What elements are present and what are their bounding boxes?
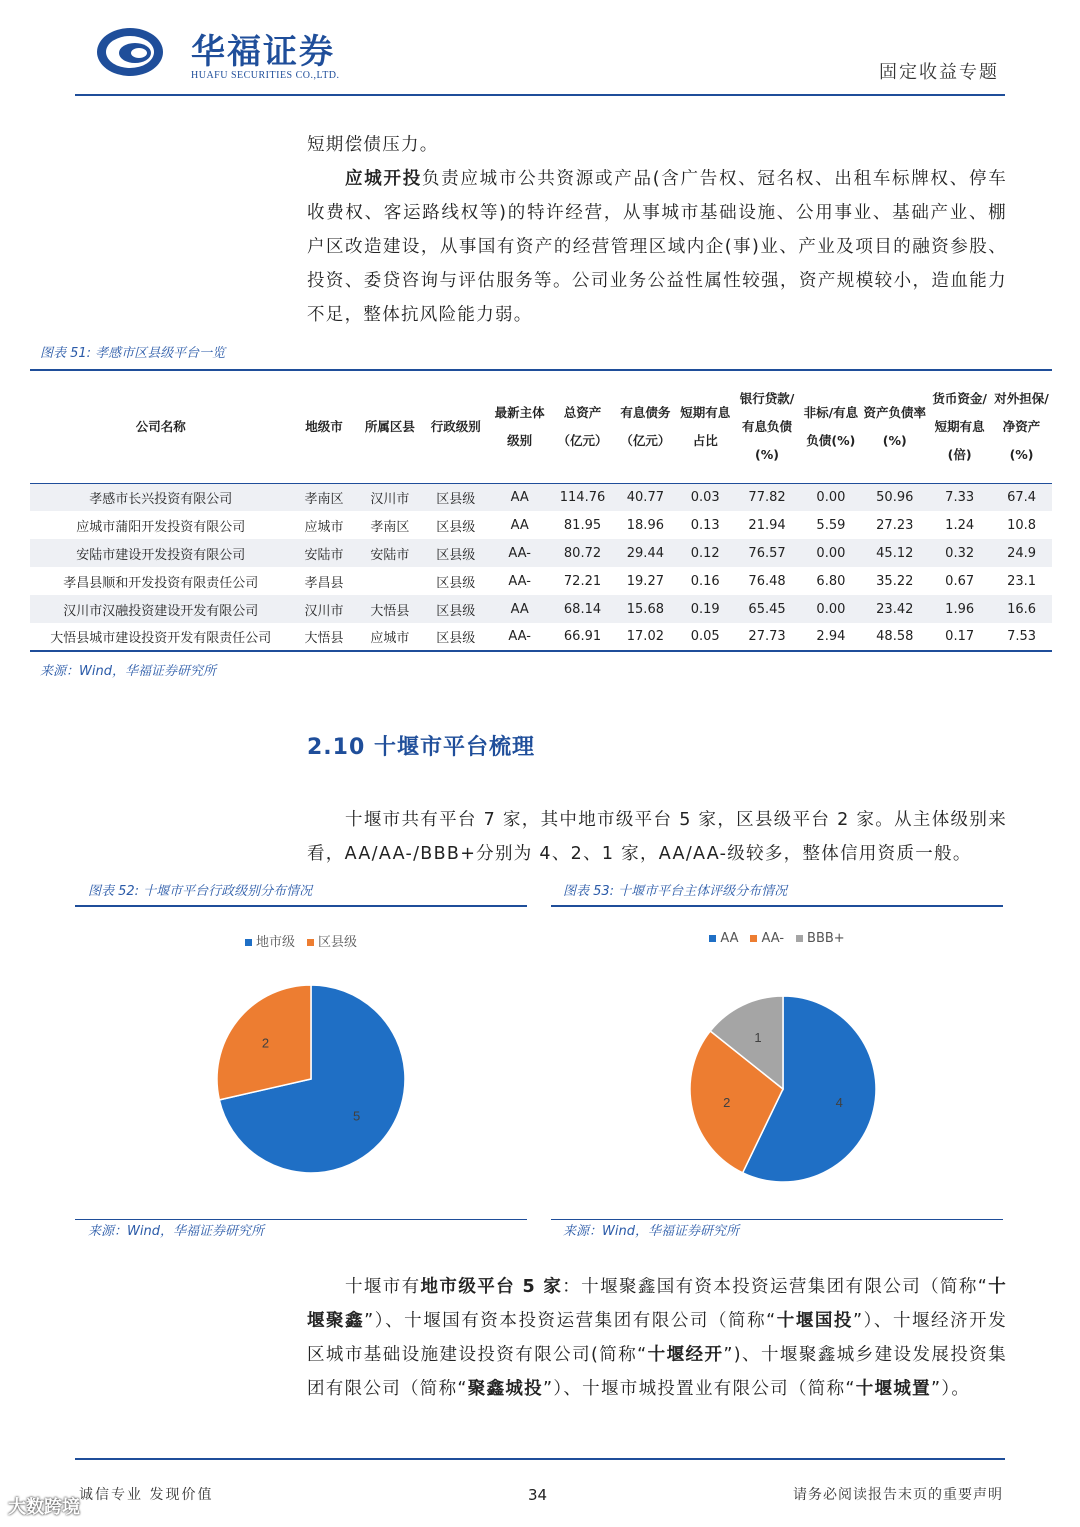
legend-swatch [750, 935, 757, 942]
chart-53-legend [551, 931, 1003, 946]
table-cell: 7.33 [928, 483, 991, 511]
body-text: 十堰市有 [345, 1277, 421, 1297]
legend-label: 区县级 [318, 935, 358, 950]
body-text: ”）、十堰经济开发区城市基础设施建设投资有限公司(简称“ [307, 1311, 1008, 1365]
chart-52 [75, 905, 527, 1220]
table-cell: 7.53 [1007, 629, 1037, 644]
table-cell: 1.96 [928, 595, 991, 623]
table-cell: 区县级 [423, 595, 488, 623]
table-cell: 汉川市汉融投资建设开发有限公司 [30, 595, 292, 623]
table-cell: AA- [488, 539, 551, 567]
table-cell: 67.4 [991, 483, 1052, 511]
table-cell [356, 567, 423, 595]
chart-53-title: 图表 53: 十堰市平台主体评级分布情况 [563, 884, 788, 899]
table-cell: 应城市 [304, 519, 344, 535]
column-header: 非标/有息负债(%) [800, 370, 861, 483]
table-cell: 45.12 [861, 539, 928, 567]
table-cell: 0.03 [677, 483, 734, 511]
table-cell: 6.80 [816, 573, 846, 589]
table-cell: 0.16 [690, 573, 720, 589]
table-cell: 27.23 [876, 517, 914, 533]
table-row [30, 539, 1052, 567]
table-cell: 区县级 [436, 575, 476, 591]
column-header: 对外担保/净资产(%) [991, 370, 1052, 483]
emphasis-text: 聚鑫城投 [467, 1379, 543, 1399]
legend-swatch [796, 935, 803, 942]
chart-52-pie [75, 967, 527, 1207]
column-header: 总资产（亿元） [551, 370, 614, 483]
legend-label: 地市级 [255, 935, 295, 950]
legend-swatch [709, 935, 716, 942]
table-cell: 应城市 [370, 631, 410, 646]
table-cell: 0.05 [690, 629, 720, 644]
table-cell: 2.94 [816, 629, 846, 644]
logo-text-en: HUAFU SECURITIES CO.,LTD. [191, 70, 340, 81]
paragraph-body: 负责应城市公共资源或产品(含广告权、冠名权、出租车标牌权、停车收费权、客运路线权等)的特许经营，从事城市基础设施、公用事业、基础产业、棚户区改造建设，从事国有资产的经营管理区域内企(事)业、产业及项目的融资参股、投资、委贷咨询与评估服务等。公司业务公益性属性较强，资产规模较小，造血能力不足，整体抗风险能力弱。 [307, 169, 1008, 325]
table-cell: 50.96 [861, 483, 928, 511]
table-cell: 区县级 [436, 519, 476, 535]
pie-data-label: 2 [261, 1035, 270, 1051]
table-source: 来源：Wind，华福证券研究所 [40, 664, 216, 679]
table-cell: 72.21 [563, 573, 602, 589]
table-cell: 安陆市建设开发投资有限公司 [30, 539, 292, 567]
table-cell: 大悟县城市建设投资开发有限责任公司 [50, 631, 272, 646]
company-short-name: 应城开投 [345, 169, 422, 189]
table-cell: 23.42 [861, 595, 928, 623]
body-text: ”）、十堰国有资本投资运营集团有限公司（简称“ [364, 1311, 777, 1331]
column-header: 货币资金/短期有息(倍) [928, 370, 991, 483]
table-cell: 5.59 [816, 517, 846, 533]
table-title: 图表 51: 孝感市区县级平台一览 [40, 346, 226, 361]
chart-53 [551, 905, 1003, 1220]
table-cell: 77.82 [734, 483, 801, 511]
report-category: 固定收益专题 [879, 62, 999, 83]
pie-data-label: 1 [754, 1030, 762, 1046]
body-text: ”）。 [930, 1379, 971, 1399]
table-cell: 0.00 [800, 539, 861, 567]
legend-item [750, 931, 784, 946]
table-cell: 81.95 [563, 517, 602, 533]
legend-swatch [245, 939, 252, 946]
table-cell: 65.45 [734, 595, 801, 623]
emphasis-text: 十堰国投 [776, 1311, 853, 1331]
chart-52-source: 来源：Wind，华福证券研究所 [88, 1224, 264, 1239]
table-cell: 35.22 [876, 573, 914, 589]
legend-swatch [307, 939, 314, 946]
legend-label: AA- [761, 931, 785, 946]
table-cell: AA- [508, 629, 531, 644]
chart-52-legend [75, 931, 527, 950]
table-cell: 19.27 [626, 573, 664, 589]
column-header: 银行贷款/有息负债(%) [734, 370, 801, 483]
table-cell: 76.57 [734, 539, 801, 567]
page-footer [75, 1458, 1005, 1508]
pie-data-label: 5 [352, 1108, 361, 1124]
column-header: 最新主体级别 [488, 370, 551, 483]
table-cell: 114.76 [551, 483, 614, 511]
table-row [30, 511, 1052, 539]
pie-data-label: 2 [723, 1094, 731, 1110]
section-title: 2.10 十堰市平台梳理 [307, 735, 535, 760]
platform-table [30, 369, 1052, 652]
table-cell: 0.13 [690, 517, 720, 533]
table-cell: 0.00 [800, 595, 861, 623]
table-cell: 区县级 [423, 483, 488, 511]
emphasis-text: 十堰聚鑫 [307, 1277, 1008, 1331]
emphasis-text: 十堰城置 [855, 1379, 931, 1399]
table-row [30, 567, 1052, 595]
column-header: 行政级别 [423, 370, 488, 483]
table-cell: 孝昌县 [304, 575, 344, 591]
table-cell: 27.73 [748, 629, 786, 644]
page-header [75, 20, 1005, 96]
legend-item [307, 931, 357, 950]
table-cell: 应城市蒲阳开发投资有限公司 [76, 519, 246, 535]
table-cell: 17.02 [626, 629, 664, 644]
paragraph-city-platforms [307, 1270, 1007, 1406]
table-cell: 0.32 [928, 539, 991, 567]
table-cell: 16.6 [991, 595, 1052, 623]
table-cell: 大悟县 [356, 595, 423, 623]
footer-slogan: 诚信专业 发现价值 [79, 1487, 214, 1503]
huafu-logo-icon [95, 26, 165, 78]
table-cell: 汉川市 [292, 595, 357, 623]
table-cell: 24.9 [991, 539, 1052, 567]
table-cell: 76.48 [748, 573, 786, 589]
table-cell: 15.68 [614, 595, 677, 623]
table-cell: 80.72 [551, 539, 614, 567]
table-cell: AA [510, 517, 529, 533]
logo-text-cn: 华福证券 [191, 32, 335, 72]
table-cell: AA [488, 483, 551, 511]
watermark: 大数跨境 [8, 1497, 80, 1518]
table-cell: 29.44 [614, 539, 677, 567]
legend-label: AA [720, 931, 739, 946]
table-row [30, 623, 1052, 651]
column-header: 有息债务（亿元） [614, 370, 677, 483]
table-cell: AA [488, 595, 551, 623]
body-text: ：十堰聚鑫国有资本投资运营集团有限公司（简称“ [562, 1277, 989, 1297]
table-cell: 21.94 [748, 517, 786, 533]
table-cell: 孝昌县顺和开发投资有限责任公司 [63, 575, 259, 591]
paragraph-shiyan-summary: 十堰市共有平台 7 家，其中地市级平台 5 家，区县级平台 2 家。从主体级别来看，AA/AA-/BBB+分别为 4、2、1 家，AA/AA-级较多，整体信用资质一般。 [307, 810, 1007, 864]
table-cell: 汉川市 [356, 483, 423, 511]
table-cell: AA- [508, 573, 531, 589]
legend-item [796, 931, 845, 946]
table-cell: 0.19 [677, 595, 734, 623]
table-cell: 66.91 [563, 629, 602, 644]
table-cell: 40.77 [614, 483, 677, 511]
table-cell: 孝感市长兴投资有限公司 [30, 483, 292, 511]
emphasis-text: 地市级平台 5 家 [420, 1277, 563, 1297]
legend-item [709, 931, 738, 946]
column-header: 短期有息占比 [677, 370, 734, 483]
column-header: 地级市 [292, 370, 357, 483]
table-cell: 23.1 [1007, 573, 1037, 589]
table-header-row [30, 370, 1052, 483]
table-row [30, 595, 1052, 623]
paragraph-yingcheng [307, 162, 1007, 332]
footer-disclaimer: 请务必阅读报告末页的重要声明 [793, 1487, 1003, 1503]
table-cell: 68.14 [551, 595, 614, 623]
body-text: ”)、十堰聚鑫城乡建设发展投资集团有限公司（简称“ [307, 1345, 1008, 1399]
pie-data-label: 4 [835, 1094, 843, 1110]
chart-52-title: 图表 52: 十堰市平台行政级别分布情况 [88, 884, 313, 899]
chart-53-source: 来源：Wind，华福证券研究所 [563, 1224, 739, 1239]
column-header: 公司名称 [30, 370, 292, 483]
column-header: 所属区县 [356, 370, 423, 483]
legend-item [245, 931, 295, 950]
emphasis-text: 十堰经开 [647, 1345, 724, 1365]
table-cell: 孝南区 [370, 519, 410, 535]
legend-label: BBB+ [807, 931, 845, 946]
table-row [30, 483, 1052, 511]
body-text: ”）、十堰市城投置业有限公司（简称“ [542, 1379, 856, 1399]
table-cell: 安陆市 [292, 539, 357, 567]
table-cell: 0.67 [945, 573, 975, 589]
page-number: 34 [528, 1486, 548, 1504]
table-cell: 孝南区 [292, 483, 357, 511]
table-cell: 1.24 [945, 517, 975, 533]
table-cell: 18.96 [626, 517, 664, 533]
table-cell: 0.12 [677, 539, 734, 567]
table-cell: 区县级 [436, 631, 476, 646]
table-cell: 48.58 [876, 629, 914, 644]
table-cell: 安陆市 [356, 539, 423, 567]
column-header: 资产负债率(%) [861, 370, 928, 483]
table-cell: 大悟县 [304, 631, 344, 646]
paragraph-continuation: 短期偿债压力。 [307, 135, 439, 155]
table-cell: 0.17 [945, 629, 975, 644]
table-cell: 0.00 [800, 483, 861, 511]
table-cell: 区县级 [423, 539, 488, 567]
table-cell: 10.8 [1007, 517, 1037, 533]
chart-53-pie [551, 967, 1003, 1207]
